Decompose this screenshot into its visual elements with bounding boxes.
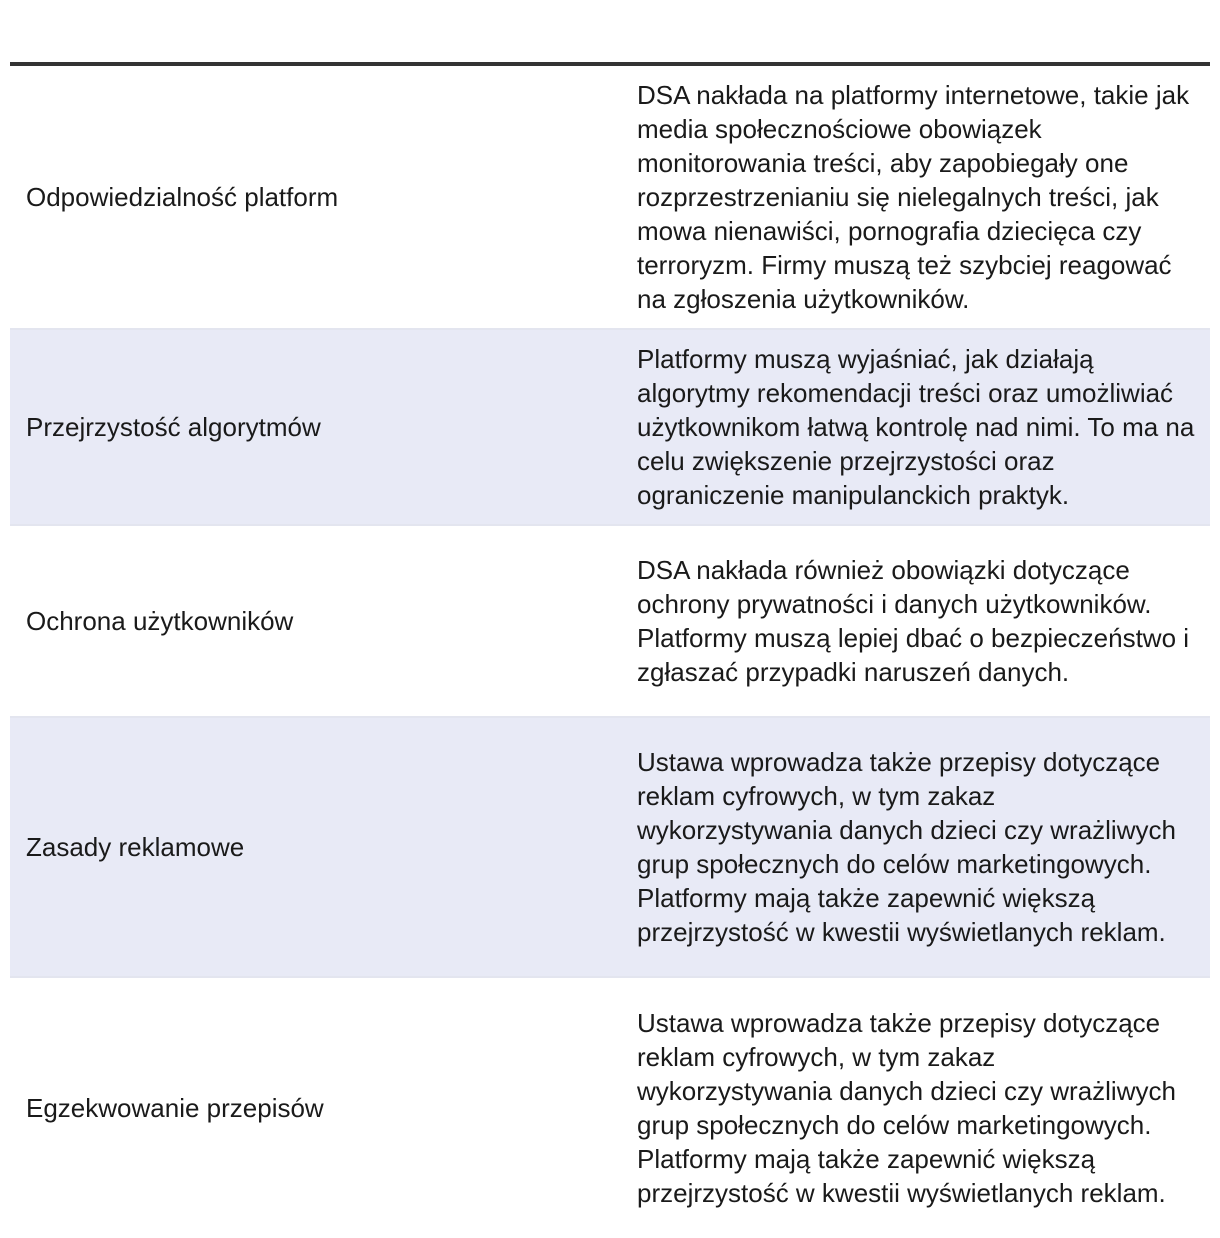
table-row [10, 329, 1210, 525]
table-row [10, 977, 1210, 1237]
table-row [10, 525, 1210, 717]
table-row [10, 717, 1210, 977]
row-topic: Ochrona użytkowników [26, 606, 294, 636]
dsa-table [10, 62, 1210, 1237]
row-description: DSA nakłada na platformy internetowe, takie jak media społecznościowe obowiązek monitorowania treści, aby zapobiegały one rozprzestrzenianiu się nielegalnych treści, jak mowa nienawiści, pornografia dziecięca czy terroryzm. Firmy muszą też szybciej reagować na zgłoszenia użytkowników. [637, 80, 1190, 314]
row-description: Platformy muszą wyjaśniać, jak działają algorytmy rekomendacji treści oraz umożliwiać użytkownikom łatwą kontrolę nad nimi. To ma na celu zwiększenie przejrzystości oraz ograniczenie manipulanckich praktyk. [637, 344, 1195, 510]
row-topic: Odpowiedzialność platform [26, 182, 339, 212]
row-topic: Egzekwowanie przepisów [26, 1092, 324, 1123]
row-description: Ustawa wprowadza także przepisy dotyczące reklam cyfrowych, w tym zakaz wykorzystywania danych dzieci czy wrażliwych grup społecznych do celów marketingowych. Platformy mają także zapewnić większą przejrzystość w kwestii wyświetlanych reklam. [637, 1007, 1176, 1208]
row-description: Ustawa wprowadza także przepisy dotyczące reklam cyfrowych, w tym zakaz wykorzystywania danych dzieci czy wrażliwych grup społecznych do celów marketingowych. Platformy mają także zapewnić większą przejrzystość w kwestii wyświetlanych reklam. [637, 747, 1176, 947]
row-topic: Przejrzystość algorytmów [26, 412, 321, 442]
table-body [10, 66, 1210, 1237]
row-topic: Zasady reklamowe [26, 832, 245, 862]
table-row [10, 66, 1210, 329]
row-description: DSA nakłada również obowiązki dotyczące ochrony prywatności i danych użytkowników. Platformy muszą lepiej dbać o bezpieczeństwo i zgłaszać przypadki naruszeń danych. [637, 555, 1190, 687]
